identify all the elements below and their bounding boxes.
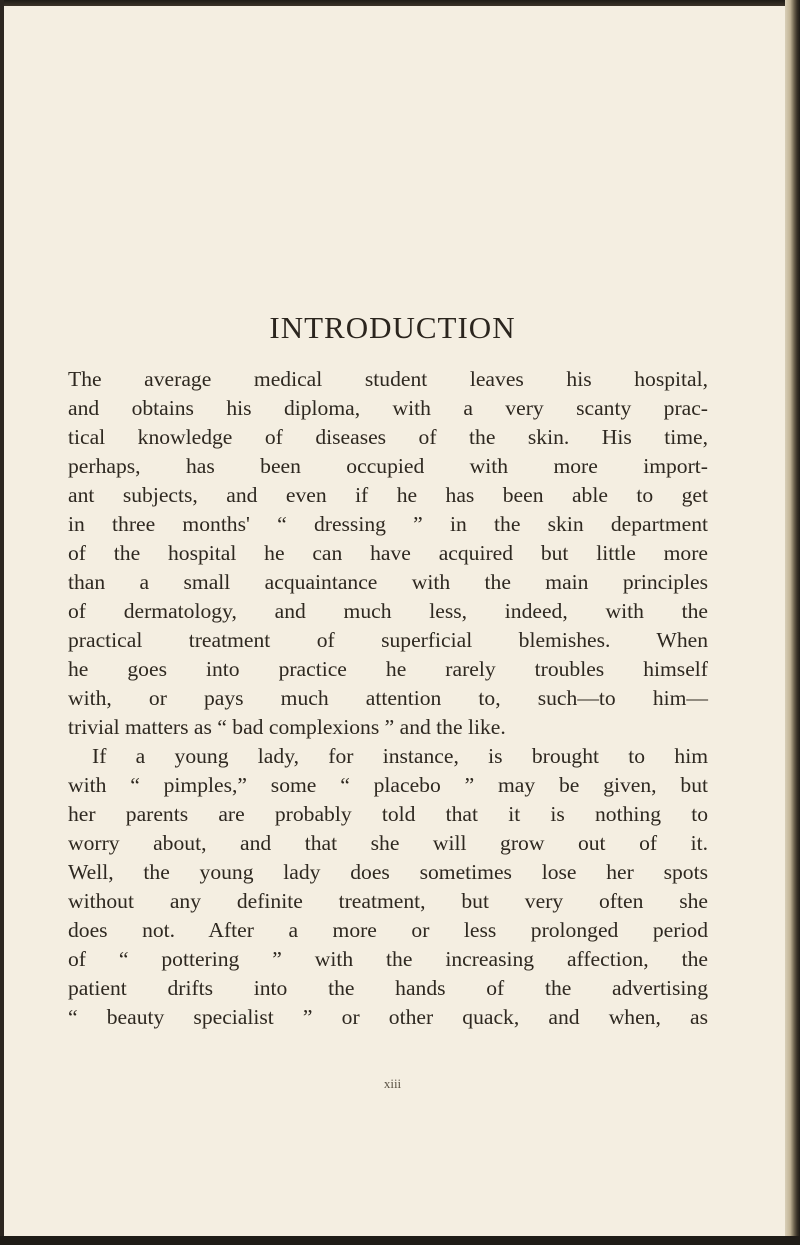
text-line: with “ pimples,” some “ placebo ” may be given, but [68, 773, 708, 797]
text-line: and obtains his diploma, with a very scanty prac- [68, 396, 708, 420]
text-line: patient drifts into the hands of the advertising [68, 976, 708, 1000]
text-line: of “ pottering ” with the increasing affection, the [68, 947, 708, 971]
body-text [68, 365, 708, 1032]
page-top-edge [0, 0, 785, 6]
text-line: of the hospital he can have acquired but little more [68, 541, 708, 565]
text-line: in three months' “ dressing ” in the skin department [68, 512, 708, 536]
text-line: Well, the young lady does sometimes lose her spots [68, 860, 708, 884]
text-line: perhaps, has been occupied with more import- [68, 454, 708, 478]
text-line: her parents are probably told that it is nothing to [68, 802, 708, 826]
text-line: practical treatment of superficial blemishes. When [68, 628, 708, 652]
text-line: than a small acquaintance with the main principles [68, 570, 708, 594]
chapter-heading: INTRODUCTION [269, 310, 516, 345]
page-left-edge [0, 0, 4, 1245]
text-line: without any definite treatment, but very often she [68, 889, 708, 913]
text-line: worry about, and that she will grow out of it. [68, 831, 708, 855]
text-line: with, or pays much attention to, such—to him— [68, 686, 708, 710]
book-spine-edge [785, 0, 800, 1245]
text-line: If a young lady, for instance, is brought to him [92, 744, 708, 768]
text-line: ant subjects, and even if he has been able to get [68, 483, 708, 507]
text-line: tical knowledge of diseases of the skin. His time, [68, 425, 708, 449]
text-line: “ beauty specialist ” or other quack, and when, as [68, 1005, 708, 1029]
page-number: xiii [383, 1076, 402, 1091]
text-line: he goes into practice he rarely troubles himself [68, 657, 708, 681]
text-line: trivial matters as “ bad complexions ” and the like. [68, 715, 506, 739]
page-bottom-edge [0, 1236, 800, 1245]
text-line: The average medical student leaves his hospital, [68, 367, 708, 391]
text-line: of dermatology, and much less, indeed, with the [68, 599, 708, 623]
text-line: does not. After a more or less prolonged period [68, 918, 708, 942]
